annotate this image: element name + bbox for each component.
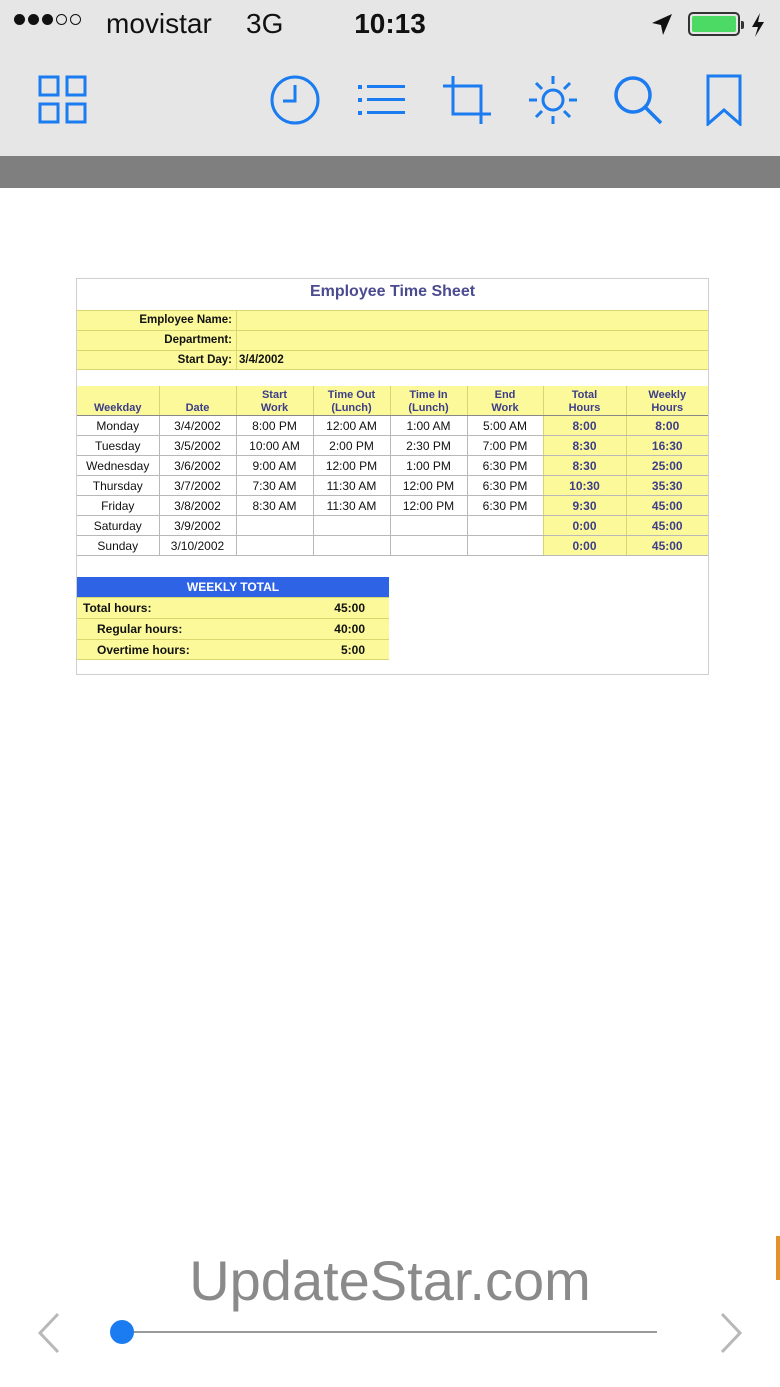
overtime-hours-label: Overtime hours:: [97, 643, 190, 657]
column-header-line: Work: [491, 402, 519, 414]
table-cell: 12:00 PM: [390, 496, 467, 516]
column-header-line: Hours: [651, 402, 684, 414]
column-header-line: Hours: [568, 402, 601, 414]
column-header-line: End: [494, 389, 516, 401]
carrier-name: movistar: [106, 8, 212, 39]
overtime-hours-value: 5:00: [340, 643, 365, 657]
table-cell: 12:00 PM: [390, 476, 467, 496]
table-cell: 3/10/2002: [159, 536, 236, 556]
table-row: [77, 456, 708, 476]
crop-icon[interactable]: [441, 74, 493, 126]
employee-name-label: Employee Name:: [139, 314, 232, 326]
table-cell: Friday: [77, 496, 159, 516]
column-header: [626, 386, 708, 416]
table-cell: 3/6/2002: [159, 456, 236, 476]
table-cell: 6:30 PM: [467, 496, 543, 516]
time-table: [77, 386, 708, 556]
battery-fill: [692, 16, 736, 32]
table-cell: Sunday: [77, 536, 159, 556]
column-header: [313, 386, 390, 416]
table-cell: 16:30: [626, 436, 708, 456]
page-top-divider: [0, 156, 780, 188]
table-cell: 12:00 PM: [313, 456, 390, 476]
table-header-row: [77, 386, 708, 416]
table-cell: 9:00 AM: [236, 456, 313, 476]
column-header: [467, 386, 543, 416]
bookmark-icon[interactable]: [698, 74, 750, 126]
table-cell: Monday: [77, 416, 159, 436]
table-cell: 3/4/2002: [159, 416, 236, 436]
column-header-line: Time In: [409, 389, 448, 401]
brightness-icon[interactable]: [527, 74, 579, 126]
department-row: [77, 330, 708, 350]
table-cell: 0:00: [543, 516, 626, 536]
table-cell: 8:30: [543, 456, 626, 476]
battery-icon: [688, 12, 740, 36]
table-cell: [390, 516, 467, 536]
column-header: [159, 386, 236, 416]
table-cell: [467, 536, 543, 556]
column-header-line: Weekly: [648, 389, 687, 401]
regular-hours-value: 40:00: [334, 622, 365, 636]
cell-divider: [236, 351, 237, 369]
status-time: 10:13: [354, 8, 426, 39]
department-label: Department:: [164, 334, 232, 346]
cell-divider: [236, 331, 237, 350]
column-header: [543, 386, 626, 416]
table-cell: 3/7/2002: [159, 476, 236, 496]
table-cell: 8:00: [543, 416, 626, 436]
top-bar: [0, 0, 780, 156]
column-header-line: Total: [571, 389, 598, 401]
location-arrow-icon: [650, 12, 674, 38]
table-cell: 7:00 PM: [467, 436, 543, 456]
weekly-total-header: WEEKLY TOTAL: [77, 577, 389, 597]
table-cell: 10:00 AM: [236, 436, 313, 456]
time-sheet-page: [76, 278, 709, 675]
network-type: 3G: [246, 8, 284, 39]
table-cell: 0:00: [543, 536, 626, 556]
table-cell: [313, 536, 390, 556]
table-cell: 1:00 AM: [390, 416, 467, 436]
overtime-hours-row: [77, 639, 389, 660]
table-cell: 2:00 PM: [313, 436, 390, 456]
column-header-line: Time Out: [327, 389, 376, 401]
regular-hours-label: Regular hours:: [97, 622, 183, 636]
table-cell: Thursday: [77, 476, 159, 496]
column-header: [77, 386, 159, 416]
table-cell: 8:30 AM: [236, 496, 313, 516]
list-icon[interactable]: [356, 74, 408, 126]
table-cell: 6:30 PM: [467, 456, 543, 476]
table-cell: 11:30 AM: [313, 476, 390, 496]
table-row: [77, 516, 708, 536]
table-cell: Tuesday: [77, 436, 159, 456]
start-day-row: [77, 350, 708, 370]
table-row: [77, 496, 708, 516]
regular-hours-row: [77, 618, 389, 639]
table-cell: [236, 516, 313, 536]
table-cell: [390, 536, 467, 556]
table-row: [77, 416, 708, 436]
table-cell: [236, 536, 313, 556]
table-row: [77, 536, 708, 556]
table-cell: 3/9/2002: [159, 516, 236, 536]
table-cell: 9:30: [543, 496, 626, 516]
column-header-line: Work: [260, 402, 289, 414]
battery-tip: [741, 21, 744, 29]
column-header: [390, 386, 467, 416]
table-cell: 7:30 AM: [236, 476, 313, 496]
search-icon[interactable]: [612, 74, 664, 126]
table-cell: 6:30 PM: [467, 476, 543, 496]
column-header: [236, 386, 313, 416]
table-row: [77, 476, 708, 496]
table-cell: 35:30: [626, 476, 708, 496]
table-cell: 11:30 AM: [313, 496, 390, 516]
table-cell: 3/5/2002: [159, 436, 236, 456]
table-cell: 25:00: [626, 456, 708, 476]
table-cell: 8:00 PM: [236, 416, 313, 436]
previous-page-icon[interactable]: [36, 1312, 62, 1354]
table-cell: Saturday: [77, 516, 159, 536]
table-row: [77, 436, 708, 456]
start-day-label: Start Day:: [177, 354, 232, 366]
table-cell: 8:00: [626, 416, 708, 436]
employee-name-row: [77, 310, 708, 330]
history-icon[interactable]: [269, 74, 321, 126]
table-cell: 2:30 PM: [390, 436, 467, 456]
table-cell: 1:00 PM: [390, 456, 467, 476]
total-hours-row: [77, 597, 389, 618]
column-header-line: (Lunch): [331, 402, 372, 414]
table-cell: 45:00: [626, 516, 708, 536]
column-header-line: (Lunch): [408, 402, 449, 414]
watermark: UpdateStar.com: [189, 1249, 591, 1312]
page-slider-track[interactable]: [122, 1331, 657, 1333]
table-cell: 45:00: [626, 496, 708, 516]
table-cell: 45:00: [626, 536, 708, 556]
table-cell: 12:00 AM: [313, 416, 390, 436]
table-cell: 3/8/2002: [159, 496, 236, 516]
column-header-line: Date: [185, 402, 210, 414]
table-cell: 5:00 AM: [467, 416, 543, 436]
table-cell: 10:30: [543, 476, 626, 496]
cell-divider: [236, 311, 237, 330]
next-page-icon[interactable]: [718, 1312, 744, 1354]
sheet-title: Employee Time Sheet: [309, 283, 476, 300]
column-header-line: Weekday: [94, 402, 142, 414]
weekly-total-box: [77, 577, 389, 660]
table-cell: [313, 516, 390, 536]
charging-bolt-icon: [750, 12, 766, 38]
start-day-value: 3/4/2002: [239, 354, 284, 366]
table-cell: [467, 516, 543, 536]
page-slider-knob[interactable]: [110, 1320, 134, 1344]
column-header-line: Start: [261, 389, 288, 401]
grid-icon[interactable]: [37, 74, 89, 126]
table-cell: Wednesday: [77, 456, 159, 476]
total-hours-value: 45:00: [334, 601, 365, 615]
status-bar: [0, 0, 780, 52]
table-cell: 8:30: [543, 436, 626, 456]
total-hours-label: Total hours:: [83, 601, 152, 615]
